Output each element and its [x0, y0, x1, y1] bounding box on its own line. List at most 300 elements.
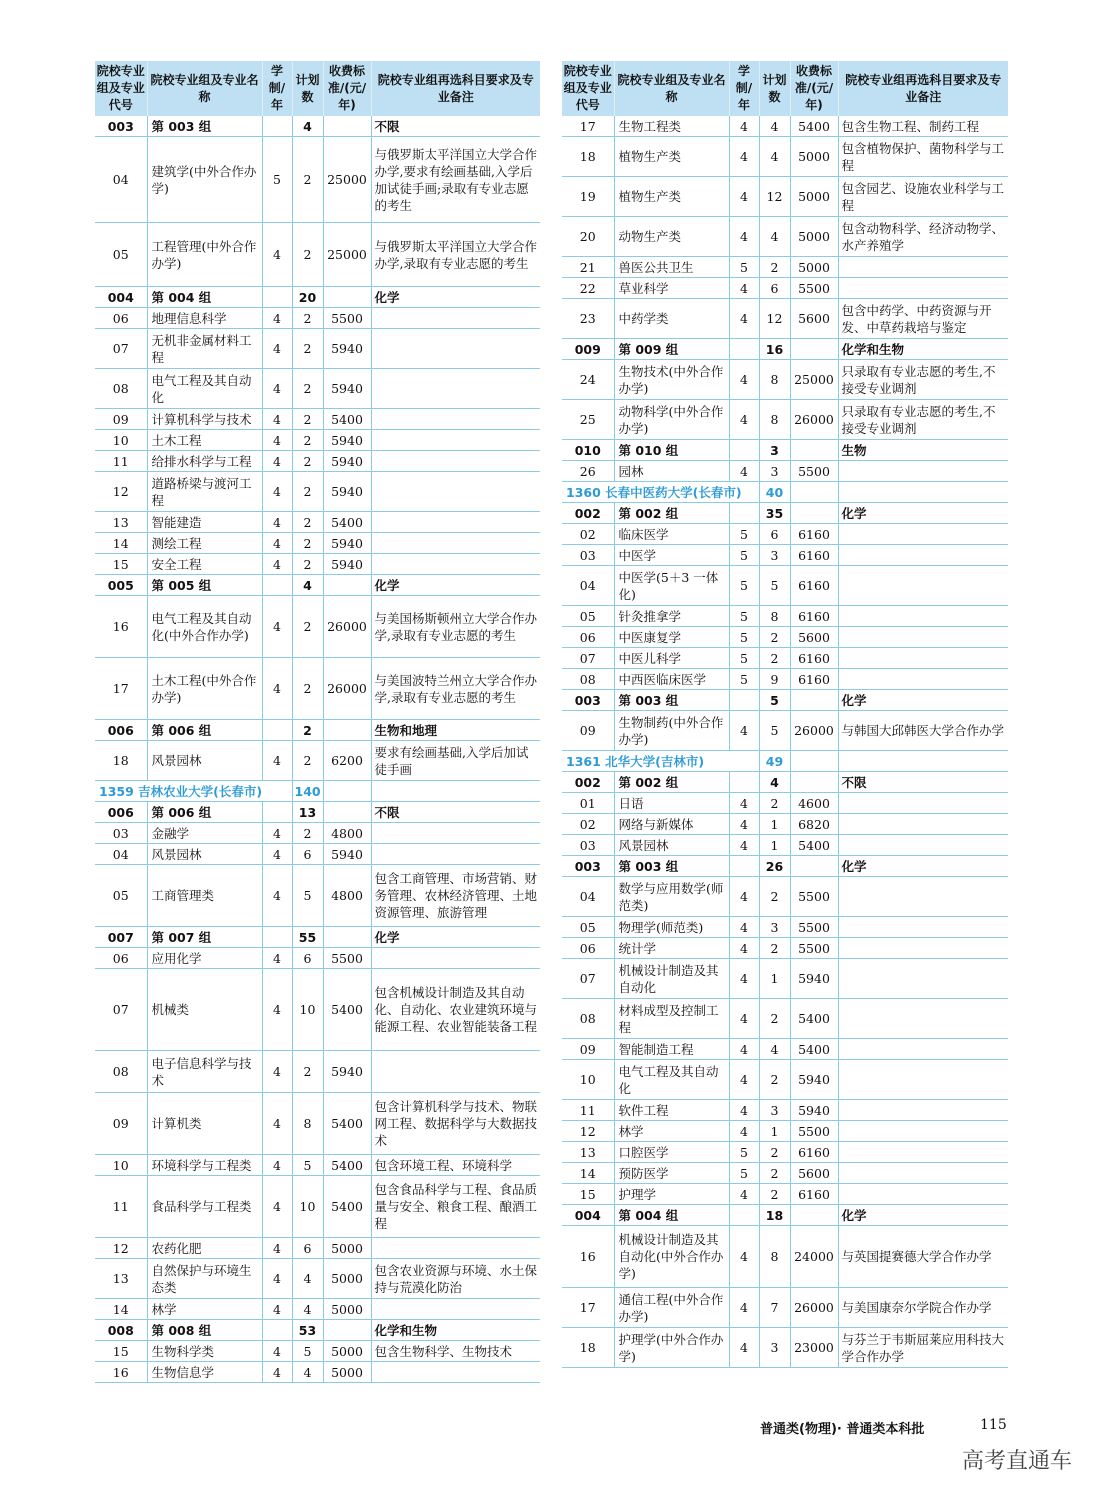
table-cell: 12 [562, 1121, 614, 1142]
table-cell: 动物生产类 [614, 217, 729, 257]
table-cell: 5940 [790, 959, 838, 999]
table-cell: 26000 [323, 596, 371, 658]
group-row [95, 1320, 540, 1341]
table-cell: 5400 [323, 1176, 371, 1238]
table-cell [371, 512, 540, 533]
group-row [95, 287, 540, 308]
table-cell: 化学和生物 [371, 1320, 540, 1341]
table-cell: 22 [562, 278, 614, 299]
table-cell [371, 369, 540, 409]
group-row [95, 116, 540, 137]
table-cell: 24 [562, 360, 614, 400]
table-cell: 13 [95, 512, 147, 533]
table-cell: 4 [262, 329, 292, 369]
table-row [562, 938, 1008, 959]
table-cell: 18 [562, 1328, 614, 1368]
table-cell: 08 [562, 669, 614, 690]
table-cell: 生物工程类 [614, 116, 729, 137]
table-cell: 14 [562, 1163, 614, 1184]
table-cell: 49 [759, 751, 790, 772]
table-cell: 土木工程(中外合作办学) [147, 658, 262, 720]
table-cell: 6160 [790, 1142, 838, 1163]
table-cell: 5400 [790, 116, 838, 137]
table-cell: 5 [729, 257, 759, 278]
table-cell [838, 482, 1008, 503]
table-cell: 06 [562, 938, 614, 959]
table-cell: 18 [95, 741, 147, 781]
table-cell [371, 409, 540, 430]
table-cell: 16 [562, 1226, 614, 1288]
table-cell: 2 [292, 533, 323, 554]
table-cell: 4 [729, 137, 759, 177]
table-cell: 环境科学与工程类 [147, 1155, 262, 1176]
table-cell: 5000 [790, 257, 838, 278]
table-cell: 8 [759, 400, 790, 440]
column-header: 学制/年 [729, 61, 759, 116]
table-cell [371, 1362, 540, 1383]
table-cell: 4 [262, 409, 292, 430]
table-cell: 土木工程 [147, 430, 262, 451]
table-row [562, 1163, 1008, 1184]
group-row [95, 802, 540, 823]
table-cell: 17 [562, 116, 614, 137]
table-cell: 4 [759, 217, 790, 257]
table-row [562, 116, 1008, 137]
page-number: 115 [980, 1417, 1007, 1433]
table-cell: 中医康复学 [614, 627, 729, 648]
table-row [562, 257, 1008, 278]
table-cell: 003 [562, 690, 614, 711]
table-cell [790, 1205, 838, 1226]
table-cell: 04 [95, 844, 147, 865]
table-cell: 4 [729, 360, 759, 400]
table-cell [371, 1051, 540, 1093]
table-cell: 26000 [323, 658, 371, 720]
table-cell: 4800 [323, 823, 371, 844]
table-cell: 35 [759, 503, 790, 524]
table-cell: 4600 [790, 793, 838, 814]
table-cell: 物理学(师范类) [614, 917, 729, 938]
table-cell [790, 751, 838, 772]
table-cell: 2 [292, 472, 323, 512]
table-cell: 5600 [790, 627, 838, 648]
table-row [95, 1259, 540, 1299]
table-cell: 6160 [790, 524, 838, 545]
table-cell: 4 [292, 1299, 323, 1320]
table-cell: 2 [292, 554, 323, 575]
table-cell: 4 [729, 1288, 759, 1328]
table-cell: 5940 [323, 430, 371, 451]
table-cell [371, 430, 540, 451]
table-cell: 4 [262, 1299, 292, 1320]
table-cell: 140 [292, 781, 323, 802]
table-cell: 4 [729, 278, 759, 299]
table-cell: 16 [759, 339, 790, 360]
table-cell: 4 [759, 137, 790, 177]
table-cell [790, 856, 838, 877]
table-cell: 6160 [790, 545, 838, 566]
table-cell: 包含环境工程、环境科学 [371, 1155, 540, 1176]
table-cell: 17 [562, 1288, 614, 1328]
table-cell: 4 [729, 1328, 759, 1368]
table-cell: 2 [292, 658, 323, 720]
table-cell [323, 575, 371, 596]
table-row [562, 1060, 1008, 1100]
table-cell: 002 [562, 503, 614, 524]
table-cell: 5400 [790, 999, 838, 1039]
table-cell: 6 [759, 524, 790, 545]
table-cell: 5 [759, 566, 790, 606]
table-cell: 1 [759, 814, 790, 835]
table-cell: 2 [292, 512, 323, 533]
university-row [95, 781, 540, 802]
table-cell: 化学和生物 [838, 339, 1008, 360]
university-row [562, 751, 1008, 772]
table-cell: 第 006 组 [147, 720, 262, 741]
table-cell: 5 [729, 606, 759, 627]
table-cell: 网络与新媒体 [614, 814, 729, 835]
table-cell [371, 329, 540, 369]
table-row [95, 596, 540, 658]
table-cell: 电子信息科学与技术 [147, 1051, 262, 1093]
table-cell: 机械设计制造及其自动化(中外合作办学) [614, 1226, 729, 1288]
table-cell: 21 [562, 257, 614, 278]
table-cell: 5600 [790, 299, 838, 339]
table-cell: 07 [562, 648, 614, 669]
table-cell: 第 002 组 [614, 503, 729, 524]
table-cell: 包含农业资源与环境、水土保持与荒漠化防治 [371, 1259, 540, 1299]
table-cell: 风景园林 [147, 844, 262, 865]
table-cell: 5 [729, 1142, 759, 1163]
table-cell: 09 [95, 1093, 147, 1155]
table-cell [838, 1100, 1008, 1121]
table-cell: 2 [292, 1051, 323, 1093]
table-cell: 5400 [323, 512, 371, 533]
group-row [95, 927, 540, 948]
table-cell [371, 1299, 540, 1320]
table-cell [838, 524, 1008, 545]
table-cell [262, 116, 292, 137]
table-cell: 5000 [323, 1238, 371, 1259]
table-cell [371, 308, 540, 329]
table-cell: 针灸推拿学 [614, 606, 729, 627]
table-cell: 2 [292, 451, 323, 472]
table-row [562, 1142, 1008, 1163]
table-cell [729, 772, 759, 793]
table-cell: 4 [729, 1121, 759, 1142]
table-cell [838, 814, 1008, 835]
admission-table-left [95, 61, 540, 1383]
table-cell [838, 669, 1008, 690]
table-cell: 2 [759, 1060, 790, 1100]
table-cell: 18 [759, 1205, 790, 1226]
table-cell: 工程管理(中外合作办学) [147, 223, 262, 287]
table-cell: 5940 [323, 554, 371, 575]
table-cell: 05 [562, 917, 614, 938]
table-cell: 006 [95, 720, 147, 741]
table-row [562, 1226, 1008, 1288]
table-cell: 2 [759, 999, 790, 1039]
table-cell: 009 [562, 339, 614, 360]
table-cell: 5940 [323, 533, 371, 554]
column-header: 院校专业组及专业名称 [614, 61, 729, 116]
table-cell: 9 [759, 669, 790, 690]
table-cell: 4 [262, 1155, 292, 1176]
table-cell: 4 [262, 472, 292, 512]
table-cell: 5 [292, 1341, 323, 1362]
column-header: 收费标准/(元/年) [790, 61, 838, 116]
table-cell: 2 [759, 938, 790, 959]
table-cell: 只录取有专业志愿的考生,不接受专业调剂 [838, 400, 1008, 440]
table-cell [790, 440, 838, 461]
table-cell: 8 [759, 360, 790, 400]
table-row [562, 1121, 1008, 1142]
table-cell: 口腔医学 [614, 1142, 729, 1163]
table-cell: 4 [262, 223, 292, 287]
table-cell [371, 472, 540, 512]
table-cell: 4 [729, 461, 759, 482]
table-cell: 4800 [323, 865, 371, 927]
table-cell: 04 [562, 877, 614, 917]
table-cell: 09 [562, 1039, 614, 1060]
group-row [562, 339, 1008, 360]
table-cell [371, 451, 540, 472]
table-cell: 5940 [323, 369, 371, 409]
table-cell: 2 [292, 596, 323, 658]
table-cell [790, 772, 838, 793]
table-cell: 4 [729, 217, 759, 257]
table-cell: 4 [262, 596, 292, 658]
table-cell: 包含动物科学、经济动物学、水产养殖学 [838, 217, 1008, 257]
table-cell: 5 [729, 566, 759, 606]
table-cell [262, 287, 292, 308]
table-row [562, 177, 1008, 217]
column-header: 院校专业组再选科目要求及专业备注 [371, 61, 540, 116]
group-row [562, 772, 1008, 793]
table-cell: 4 [729, 917, 759, 938]
table-cell: 与美国杨斯顿州立大学合作办学,录取有专业志愿的考生 [371, 596, 540, 658]
table-cell: 4 [262, 430, 292, 451]
table-cell: 5 [759, 690, 790, 711]
table-row [95, 969, 540, 1051]
table-cell: 5600 [790, 1163, 838, 1184]
table-row [562, 137, 1008, 177]
table-cell [323, 802, 371, 823]
table-cell: 地理信息科学 [147, 308, 262, 329]
table-row [562, 566, 1008, 606]
table-cell [323, 781, 371, 802]
table-cell: 4 [262, 1051, 292, 1093]
table-cell: 4 [262, 969, 292, 1051]
table-cell: 04 [562, 566, 614, 606]
table-cell: 与俄罗斯太平洋国立大学合作办学,要求有绘画基础,入学后加试徒手画;录取有专业志愿的考生 [371, 137, 540, 223]
table-cell [838, 1060, 1008, 1100]
table-header-row [562, 61, 1008, 116]
table-cell: 6 [292, 844, 323, 865]
table-cell: 15 [95, 1341, 147, 1362]
table-row [562, 877, 1008, 917]
table-cell: 4 [262, 533, 292, 554]
table-cell: 5 [729, 1163, 759, 1184]
table-cell: 25 [562, 400, 614, 440]
table-cell: 09 [95, 409, 147, 430]
table-row [95, 533, 540, 554]
table-cell: 5 [729, 524, 759, 545]
table-cell: 4 [262, 1176, 292, 1238]
table-cell: 08 [95, 369, 147, 409]
table-cell: 05 [95, 865, 147, 927]
table-cell: 4 [729, 814, 759, 835]
table-cell: 与芬兰于韦斯屈莱应用科技大学合作办学 [838, 1328, 1008, 1368]
table-cell: 包含机械设计制造及其自动化、自动化、农业建筑环境与能源工程、农业智能装备工程 [371, 969, 540, 1051]
table-cell: 5400 [323, 1093, 371, 1155]
table-cell: 4 [292, 1259, 323, 1299]
table-cell: 食品科学与工程类 [147, 1176, 262, 1238]
table-cell: 4 [262, 658, 292, 720]
table-cell: 兽医公共卫生 [614, 257, 729, 278]
table-cell: 生物 [838, 440, 1008, 461]
table-cell: 5940 [323, 451, 371, 472]
table-row [95, 554, 540, 575]
table-cell: 4 [292, 575, 323, 596]
table-cell: 第 006 组 [147, 802, 262, 823]
table-cell: 4 [729, 835, 759, 856]
table-cell: 4 [729, 1039, 759, 1060]
table-cell: 08 [95, 1051, 147, 1093]
table-cell: 1 [759, 959, 790, 999]
table-cell: 5940 [323, 844, 371, 865]
table-cell: 化学 [838, 690, 1008, 711]
table-cell: 003 [95, 116, 147, 137]
table-cell: 金融学 [147, 823, 262, 844]
group-row [562, 1205, 1008, 1226]
table-cell: 05 [95, 223, 147, 287]
table-cell [262, 1320, 292, 1341]
table-cell [838, 1163, 1008, 1184]
table-cell: 6160 [790, 606, 838, 627]
table-cell: 第 008 组 [147, 1320, 262, 1341]
table-cell: 55 [292, 927, 323, 948]
table-cell: 工商管理类 [147, 865, 262, 927]
table-cell [790, 690, 838, 711]
table-cell: 生物信息学 [147, 1362, 262, 1383]
table-cell [371, 1238, 540, 1259]
table-cell: 日语 [614, 793, 729, 814]
table-cell: 14 [95, 533, 147, 554]
table-row [562, 793, 1008, 814]
table-cell [371, 948, 540, 969]
table-cell: 5940 [790, 1060, 838, 1100]
table-cell: 10 [292, 969, 323, 1051]
table-cell: 预防医学 [614, 1163, 729, 1184]
table-cell: 010 [562, 440, 614, 461]
table-cell [790, 503, 838, 524]
table-cell: 第 003 组 [614, 690, 729, 711]
table-cell: 5400 [790, 1039, 838, 1060]
table-cell: 与美国波特兰州立大学合作办学,录取有专业志愿的考生 [371, 658, 540, 720]
table-cell: 2 [759, 257, 790, 278]
table-cell: 03 [562, 545, 614, 566]
table-cell: 1 [759, 835, 790, 856]
table-cell: 04 [95, 137, 147, 223]
table-cell: 4 [759, 1039, 790, 1060]
table-cell: 智能建造 [147, 512, 262, 533]
table-cell: 4 [729, 116, 759, 137]
table-cell [838, 566, 1008, 606]
table-cell: 4 [759, 772, 790, 793]
table-cell: 8 [759, 606, 790, 627]
table-cell: 2 [292, 430, 323, 451]
table-cell [838, 257, 1008, 278]
table-cell: 不限 [838, 772, 1008, 793]
table-cell: 07 [95, 969, 147, 1051]
table-cell: 6160 [790, 669, 838, 690]
table-cell: 003 [562, 856, 614, 877]
table-cell: 12 [759, 177, 790, 217]
table-row [562, 400, 1008, 440]
table-cell: 3 [759, 1100, 790, 1121]
table-row [562, 1184, 1008, 1205]
table-cell [790, 482, 838, 503]
table-cell: 02 [562, 814, 614, 835]
table-cell [838, 278, 1008, 299]
table-row [562, 835, 1008, 856]
table-cell: 6160 [790, 566, 838, 606]
table-cell: 软件工程 [614, 1100, 729, 1121]
table-cell: 园林 [614, 461, 729, 482]
table-cell: 10 [95, 1155, 147, 1176]
table-cell: 5500 [790, 877, 838, 917]
table-header-row [95, 61, 540, 116]
table-cell: 生物和地理 [371, 720, 540, 741]
table-cell: 2 [292, 308, 323, 329]
table-cell: 3 [759, 1328, 790, 1368]
table-cell: 06 [95, 948, 147, 969]
table-cell: 4 [262, 823, 292, 844]
table-cell: 53 [292, 1320, 323, 1341]
group-row [95, 720, 540, 741]
university-row [562, 482, 1008, 503]
table-cell: 5000 [323, 1299, 371, 1320]
table-cell: 17 [95, 658, 147, 720]
table-row [95, 1155, 540, 1176]
table-row [562, 606, 1008, 627]
table-cell [323, 927, 371, 948]
table-cell [838, 545, 1008, 566]
table-cell: 包含食品科学与工程、食品质量与安全、粮食工程、酿酒工程 [371, 1176, 540, 1238]
table-cell [838, 751, 1008, 772]
table-cell: 生物技术(中外合作办学) [614, 360, 729, 400]
table-cell: 5000 [790, 177, 838, 217]
table-row [95, 512, 540, 533]
table-cell: 第 003 组 [147, 116, 262, 137]
table-cell: 5940 [323, 329, 371, 369]
table-cell: 08 [562, 999, 614, 1039]
table-cell: 5400 [323, 1155, 371, 1176]
table-cell: 第 010 组 [614, 440, 729, 461]
table-cell: 25000 [323, 223, 371, 287]
table-row [95, 409, 540, 430]
table-cell: 7 [759, 1288, 790, 1328]
table-cell: 4 [262, 948, 292, 969]
column-header: 学制/年 [262, 61, 292, 116]
table-cell: 2 [292, 823, 323, 844]
table-cell: 26000 [790, 400, 838, 440]
table-row [562, 669, 1008, 690]
table-cell: 4 [292, 116, 323, 137]
table-cell: 5500 [790, 938, 838, 959]
table-cell: 动物科学(中外合作办学) [614, 400, 729, 440]
